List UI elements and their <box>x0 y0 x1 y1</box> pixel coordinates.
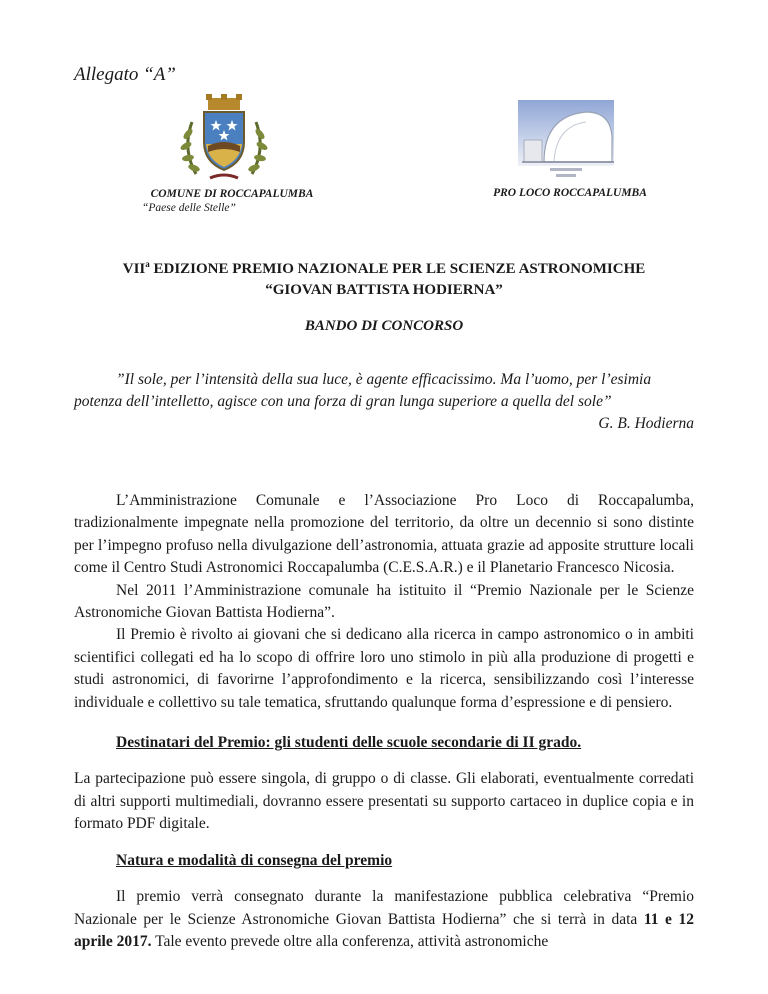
title-line-1-text: EDIZIONE PREMIO NAZIONALE PER LE SCIENZE ASTRONOMICHE <box>149 261 646 277</box>
award-date: 11 e 12 aprile 2017. <box>74 910 694 950</box>
paragraph-prize-purpose: Il Premio è rivolto ai giovani che si dedicano alla ricerca in campo astronomico o in ambiti scientifici collegati ed ha lo scopo di offrire loro uno stimolo in più alla produzione di progetti e studi astronomici, di favorirne l’approfondimento e la ricerca, sensibilizzando così l’interesse individuale e collettivo su tale tematica, sfruttando qualunque forma d’espressione e di pensiero. <box>74 626 694 711</box>
municipality-name: COMUNE DI ROCCAPALUMBA <box>150 188 314 200</box>
quote-block <box>74 369 694 435</box>
paragraph-participation: La partecipazione può essere singola, di gruppo o di classe. Gli elaborati, eventualmente corredati di altri supporti multimediali, dovranno essere presentati su supporto cartaceo in duplice copia e in formato PDF digitale. <box>74 770 694 833</box>
paragraph-2011: Nel 2011 l’Amministrazione comunale ha istituito il “Premio Nazionale per le Scienze Astronomiche Giovan Battista Hodierna”. <box>74 581 694 622</box>
section-heading-award: Natura e modalità di consegna del premio <box>116 851 393 869</box>
title-line-1 <box>74 254 694 280</box>
quote-text: ”Il sole, per l’intensità della sua luce, è agente efficacissimo. Ma l’uomo, per l’esimia potenza dell’intelletto, agisce con una forza di gran lunga superiore a quella del sole” <box>74 371 652 410</box>
annex-label: Allegato “A” <box>74 64 176 85</box>
pro-loco-name: PRO LOCO ROCCAPALUMBA <box>493 187 647 199</box>
title-line-2: “GIOVAN BATTISTA HODIERNA” <box>265 282 503 298</box>
document-title <box>74 254 694 301</box>
edition-number: VII <box>122 261 146 277</box>
document-body <box>74 490 694 953</box>
edition-ordinal: a <box>145 259 150 269</box>
bando-heading: BANDO DI CONCORSO <box>304 318 464 334</box>
coat-of-arms-icon <box>176 94 272 184</box>
planetarium-dome-icon <box>514 96 618 184</box>
paragraph-intro: L’Amministrazione Comunale e l’Associazione Pro Loco di Roccapalumba, tradizionalmente impegnate nella promozione del territorio, da oltre un decennio si sono distinte per l’impegno profuso nella divulgazione dell’astronomia, attuata grazie ad apposite strutture locali come il Centro Studi Astronomici Roccapalumba (C.E.S.A.R.) e il Planetario Francesco Nicosia. <box>74 492 694 577</box>
paragraph-award <box>74 886 694 953</box>
section-heading-recipients: Destinatari del Premio: gli studenti delle scuole secondarie di II grado. <box>116 734 582 752</box>
quote-author: G. B. Hodierna <box>598 415 694 432</box>
municipality-caption <box>132 187 332 215</box>
award-text-b: Tale evento prevede oltre alla conferenza, attività astronomiche <box>151 932 549 950</box>
award-text-a: Il premio verrà consegnato durante la manifestazione pubblica celebrativa “Premio Nazionale per le Scienze Astronomiche Giovan Battista Hodierna” che si terrà in data <box>74 888 694 928</box>
municipality-motto: “Paese delle Stelle” <box>142 202 236 214</box>
